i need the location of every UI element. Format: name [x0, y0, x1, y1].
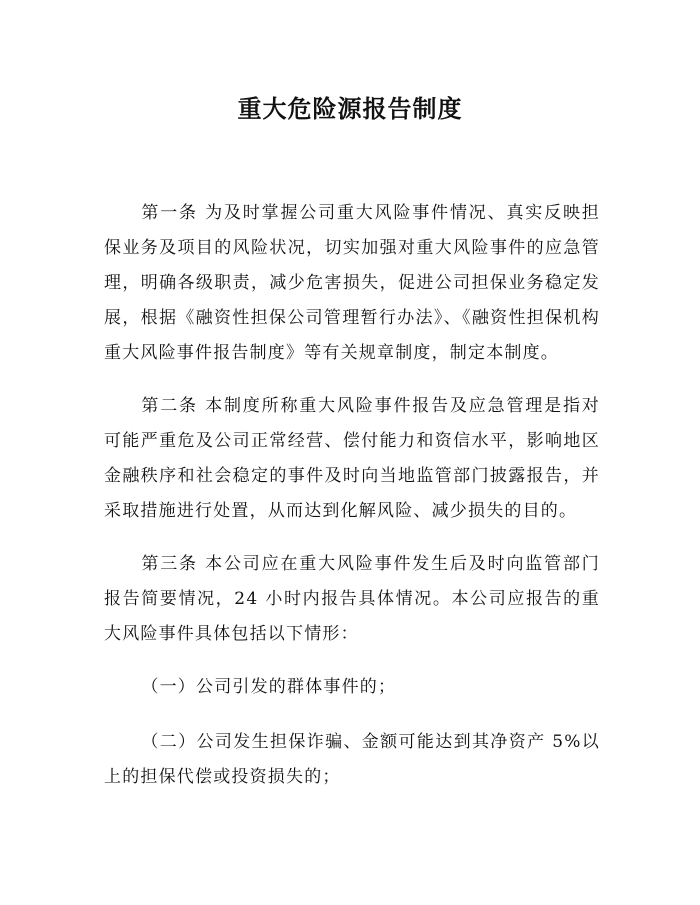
list-item-2: （二）公司发生担保诈骗、金额可能达到其净资产 5%以上的担保代偿或投资损失的； — [104, 732, 600, 787]
article-2-paragraph: 第二条 本制度所称重大风险事件报告及应急管理是指对可能严重危及公司正常经营、偿付能力和资信水平，影响地区金融秩序和社会稳定的事件及时向当地监管部门披露报告，并采取措施进行处置，从而达到化解风险、减少损失的目的。 — [104, 396, 600, 521]
article-3-paragraph: 第三条 本公司应在重大风险事件发生后及时向监管部门报告简要情况，24 小时内报告具体情况。本公司应报告的重大风险事件具体包括以下情形： — [104, 554, 600, 644]
document-body — [104, 196, 600, 815]
article-1-paragraph: 第一条 为及时掌握公司重大风险事件情况、真实反映担保业务及项目的风险状况，切实加强对重大风险事件的应急管理，明确各级职责，减少危害损失，促进公司担保业务稳定发展，根据《融资性担保公司管理暂行办法》、《融资性担保机构重大风险事件报告制度》等有关规章制度，制定本制度。 — [104, 203, 600, 363]
list-item-1: （一）公司引发的群体事件的； — [141, 677, 397, 697]
document-title: 重大危险源报告制度 — [237, 94, 463, 123]
